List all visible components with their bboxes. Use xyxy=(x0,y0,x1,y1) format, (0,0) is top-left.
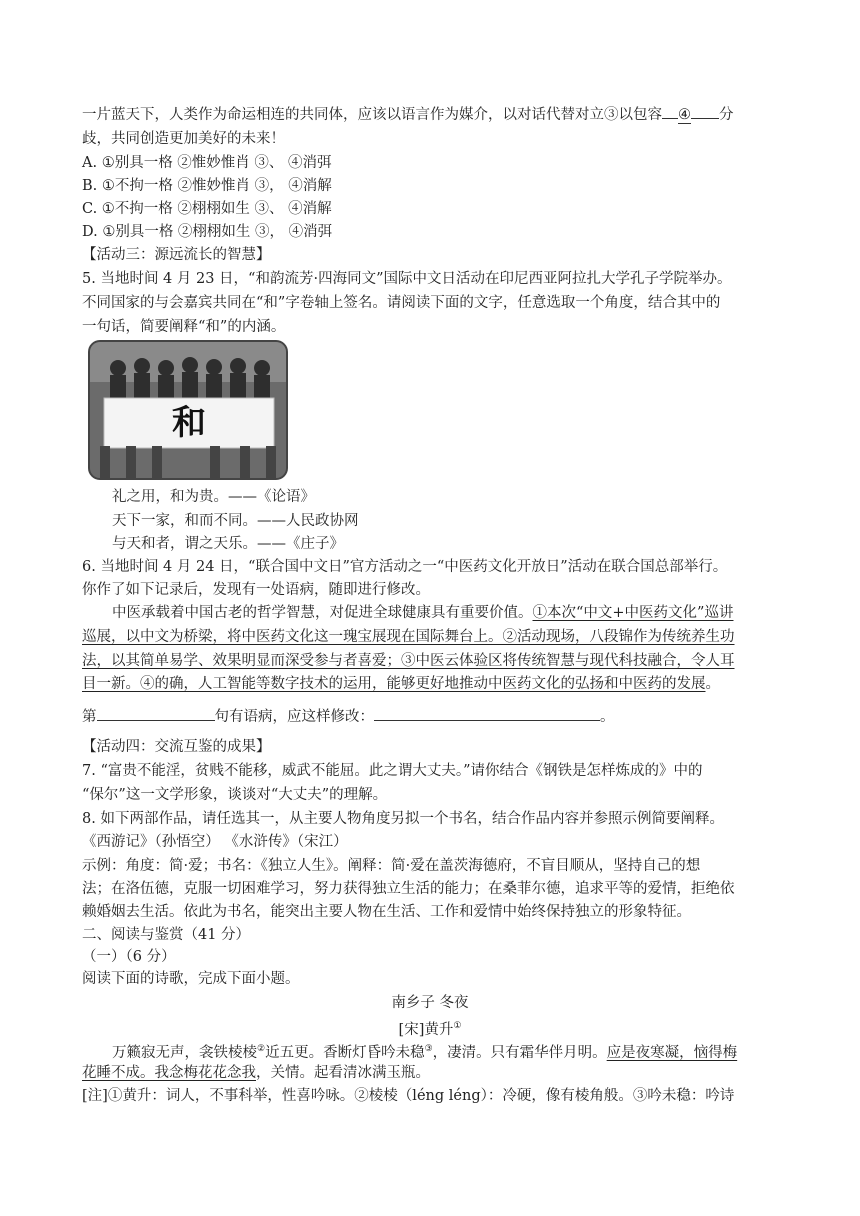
q6-para-line xyxy=(112,602,733,624)
para-text: 。 xyxy=(705,676,720,692)
q6-para-line xyxy=(82,650,735,672)
q6-line: 你作了如下记录后，发现有一处语病，随即进行修改。 xyxy=(82,582,430,598)
answer-text: 第 xyxy=(82,709,97,725)
underlined-text: 目一新。④的确，人工智能等数字技术的运用，能够更好地推动中医药文化的弘扬和中医药的发展 xyxy=(82,676,706,692)
blank-mark: ④ xyxy=(678,107,691,123)
blank-line xyxy=(691,104,719,119)
option-a: A. ①别具一格 ②惟妙惟肖 ③、 ④消弭 xyxy=(82,155,332,171)
poem-line-2 xyxy=(82,1062,430,1084)
poem-text: 万籁寂无声，衾铁棱棱 xyxy=(112,1044,257,1061)
quote: 礼之用，和为贵。——《论语》 xyxy=(112,489,315,505)
quote: 天下一家，和而不同。——人民政协网 xyxy=(112,513,359,529)
quote: 与天和者，谓之天乐。——《庄子》 xyxy=(112,536,344,552)
q5-line: 不同国家的与会嘉宾共同在“和”字卷轴上签名。请阅读下面的文字，任意选取一个角度，结合其中的 xyxy=(82,295,721,311)
footnote-mark: ② xyxy=(257,1044,266,1054)
q6-para-line xyxy=(82,673,720,695)
underlined-text: 花睡不成。我念梅花花念我 xyxy=(82,1065,256,1081)
q6-para-line xyxy=(82,626,735,648)
option-d: D. ①别具一格 ②栩栩如生 ③， ④消弭 xyxy=(82,224,333,240)
q8-example: 法；在洛伍德，克服一切困难学习，努力获得独立生活的能力；在桑菲尔德，追求平等的爱情，拒绝依 xyxy=(82,881,735,897)
poem-text: 近五更。香断灯昏吟未稳 xyxy=(265,1044,425,1061)
part-1-instruction: 阅读下面的诗歌，完成下面小题。 xyxy=(82,971,300,987)
underlined-text: 巡展，以中文为桥梁，将中医药文化这一瑰宝展现在国际舞台上。②活动现场，八段锦作为传统养生功 xyxy=(82,629,735,645)
poem-author xyxy=(0,1015,860,1041)
poem-text: ，凄清。只有霜华伴月明。 xyxy=(432,1044,607,1061)
option-c: C. ①不拘一格 ②栩栩如生 ③、 ④消解 xyxy=(82,201,332,217)
para-text: 中医承载着中国古老的哲学智慧，对促进全球健康具有重要价值。 xyxy=(112,605,533,621)
poem-title: 南乡子 冬夜 xyxy=(391,995,469,1011)
activity-3-heading: 【活动三：源远流长的智慧】 xyxy=(82,247,271,263)
q7-line: 7. “富贵不能淫，贫贱不能移，威武不能屈。此之谓大丈夫。”请你结合《钢铁是怎样炼成的》中的 xyxy=(82,763,703,779)
underlined-text: 法，以其简单易学、效果明显而深受参与者喜爱；③中医云体验区将传统智慧与现代科技融合，令人耳 xyxy=(82,653,735,669)
underlined-text: 应是夜寒凝，恼得梅 xyxy=(606,1044,738,1061)
section-2-heading: 二、阅读与鉴赏（41 分） xyxy=(82,927,251,943)
poem-notes: [注]①黄升：词人，不事科举，性喜吟咏。②棱棱（léng léng）：冷硬，像有棱角般。③吟未稳：吟诗 xyxy=(82,1088,735,1104)
footnote-mark: ① xyxy=(453,1021,462,1031)
part-1-heading: （一）（6 分） xyxy=(82,949,176,965)
activity-4-heading: 【活动四：交流互鉴的成果】 xyxy=(82,739,271,755)
answer-text: 句有语病，应这样修改： xyxy=(214,709,374,725)
q7-line: “保尔”这一文学形象，谈谈对“大丈夫”的理解。 xyxy=(82,787,388,803)
answer-blank-1[interactable] xyxy=(97,706,215,721)
q5-line: 5. 当地时间 4 月 23 日，“和韵流芳·四海同文”国际中文日活动在印尼西亚阿拉扎大学孔子学院举办。 xyxy=(82,271,732,287)
q8-example: 赖婚姻去生活。依此为书名，能突出主要人物在生活、工作和爱情中始终保持独立的形象特征。 xyxy=(82,904,691,920)
poem-line-1 xyxy=(112,1038,737,1064)
q8-works: 《西游记》（孙悟空） 《水浒传》（宋江） xyxy=(82,834,348,850)
q8-line: 8. 如下两部作品，请任选其一，从主要人物角度另拟一个书名，结合作品内容并参照示例简要阐释。 xyxy=(82,811,724,827)
scroll-character: 和 xyxy=(172,403,206,443)
answer-blank-2[interactable] xyxy=(374,706,600,721)
option-b: B. ①不拘一格 ②惟妙惟肖 ③， ④消解 xyxy=(82,178,332,194)
q5-line: 一句话，简要阐释“和”的内涵。 xyxy=(82,319,286,335)
q8-example: 示例：角度：简·爱；书名：《独立人生》。阐释：简·爱在盖茨海德府，不盲目顺从，坚持自己的想 xyxy=(82,858,701,874)
q6-answer-line xyxy=(82,706,615,728)
answer-text: 。 xyxy=(600,709,615,725)
poem-text: ，关情。起看清冰满玉瓶。 xyxy=(256,1065,430,1081)
blank-line xyxy=(662,104,678,119)
q4-text: 分 xyxy=(719,107,734,123)
q4-line2: 歧，共同创造更加美好的未来！ xyxy=(82,131,285,147)
q4-text: 一片蓝天下，人类作为命运相连的共同体，应该以语言作为媒介，以对话代替对立③以包容 xyxy=(82,107,662,123)
q6-line: 6. 当地时间 4 月 24 日，“联合国中文日”官方活动之一“中医药文化开放日”活动在联合国总部举行。 xyxy=(82,559,728,575)
underlined-text: ①本次“中文+中医药文化”巡讲 xyxy=(532,605,734,621)
author-text: [宋]黄升 xyxy=(398,1021,454,1038)
q4-line1 xyxy=(82,104,734,126)
photo-illustration xyxy=(90,342,286,478)
footnote-mark: ③ xyxy=(424,1044,433,1054)
scroll-photo xyxy=(88,340,288,480)
